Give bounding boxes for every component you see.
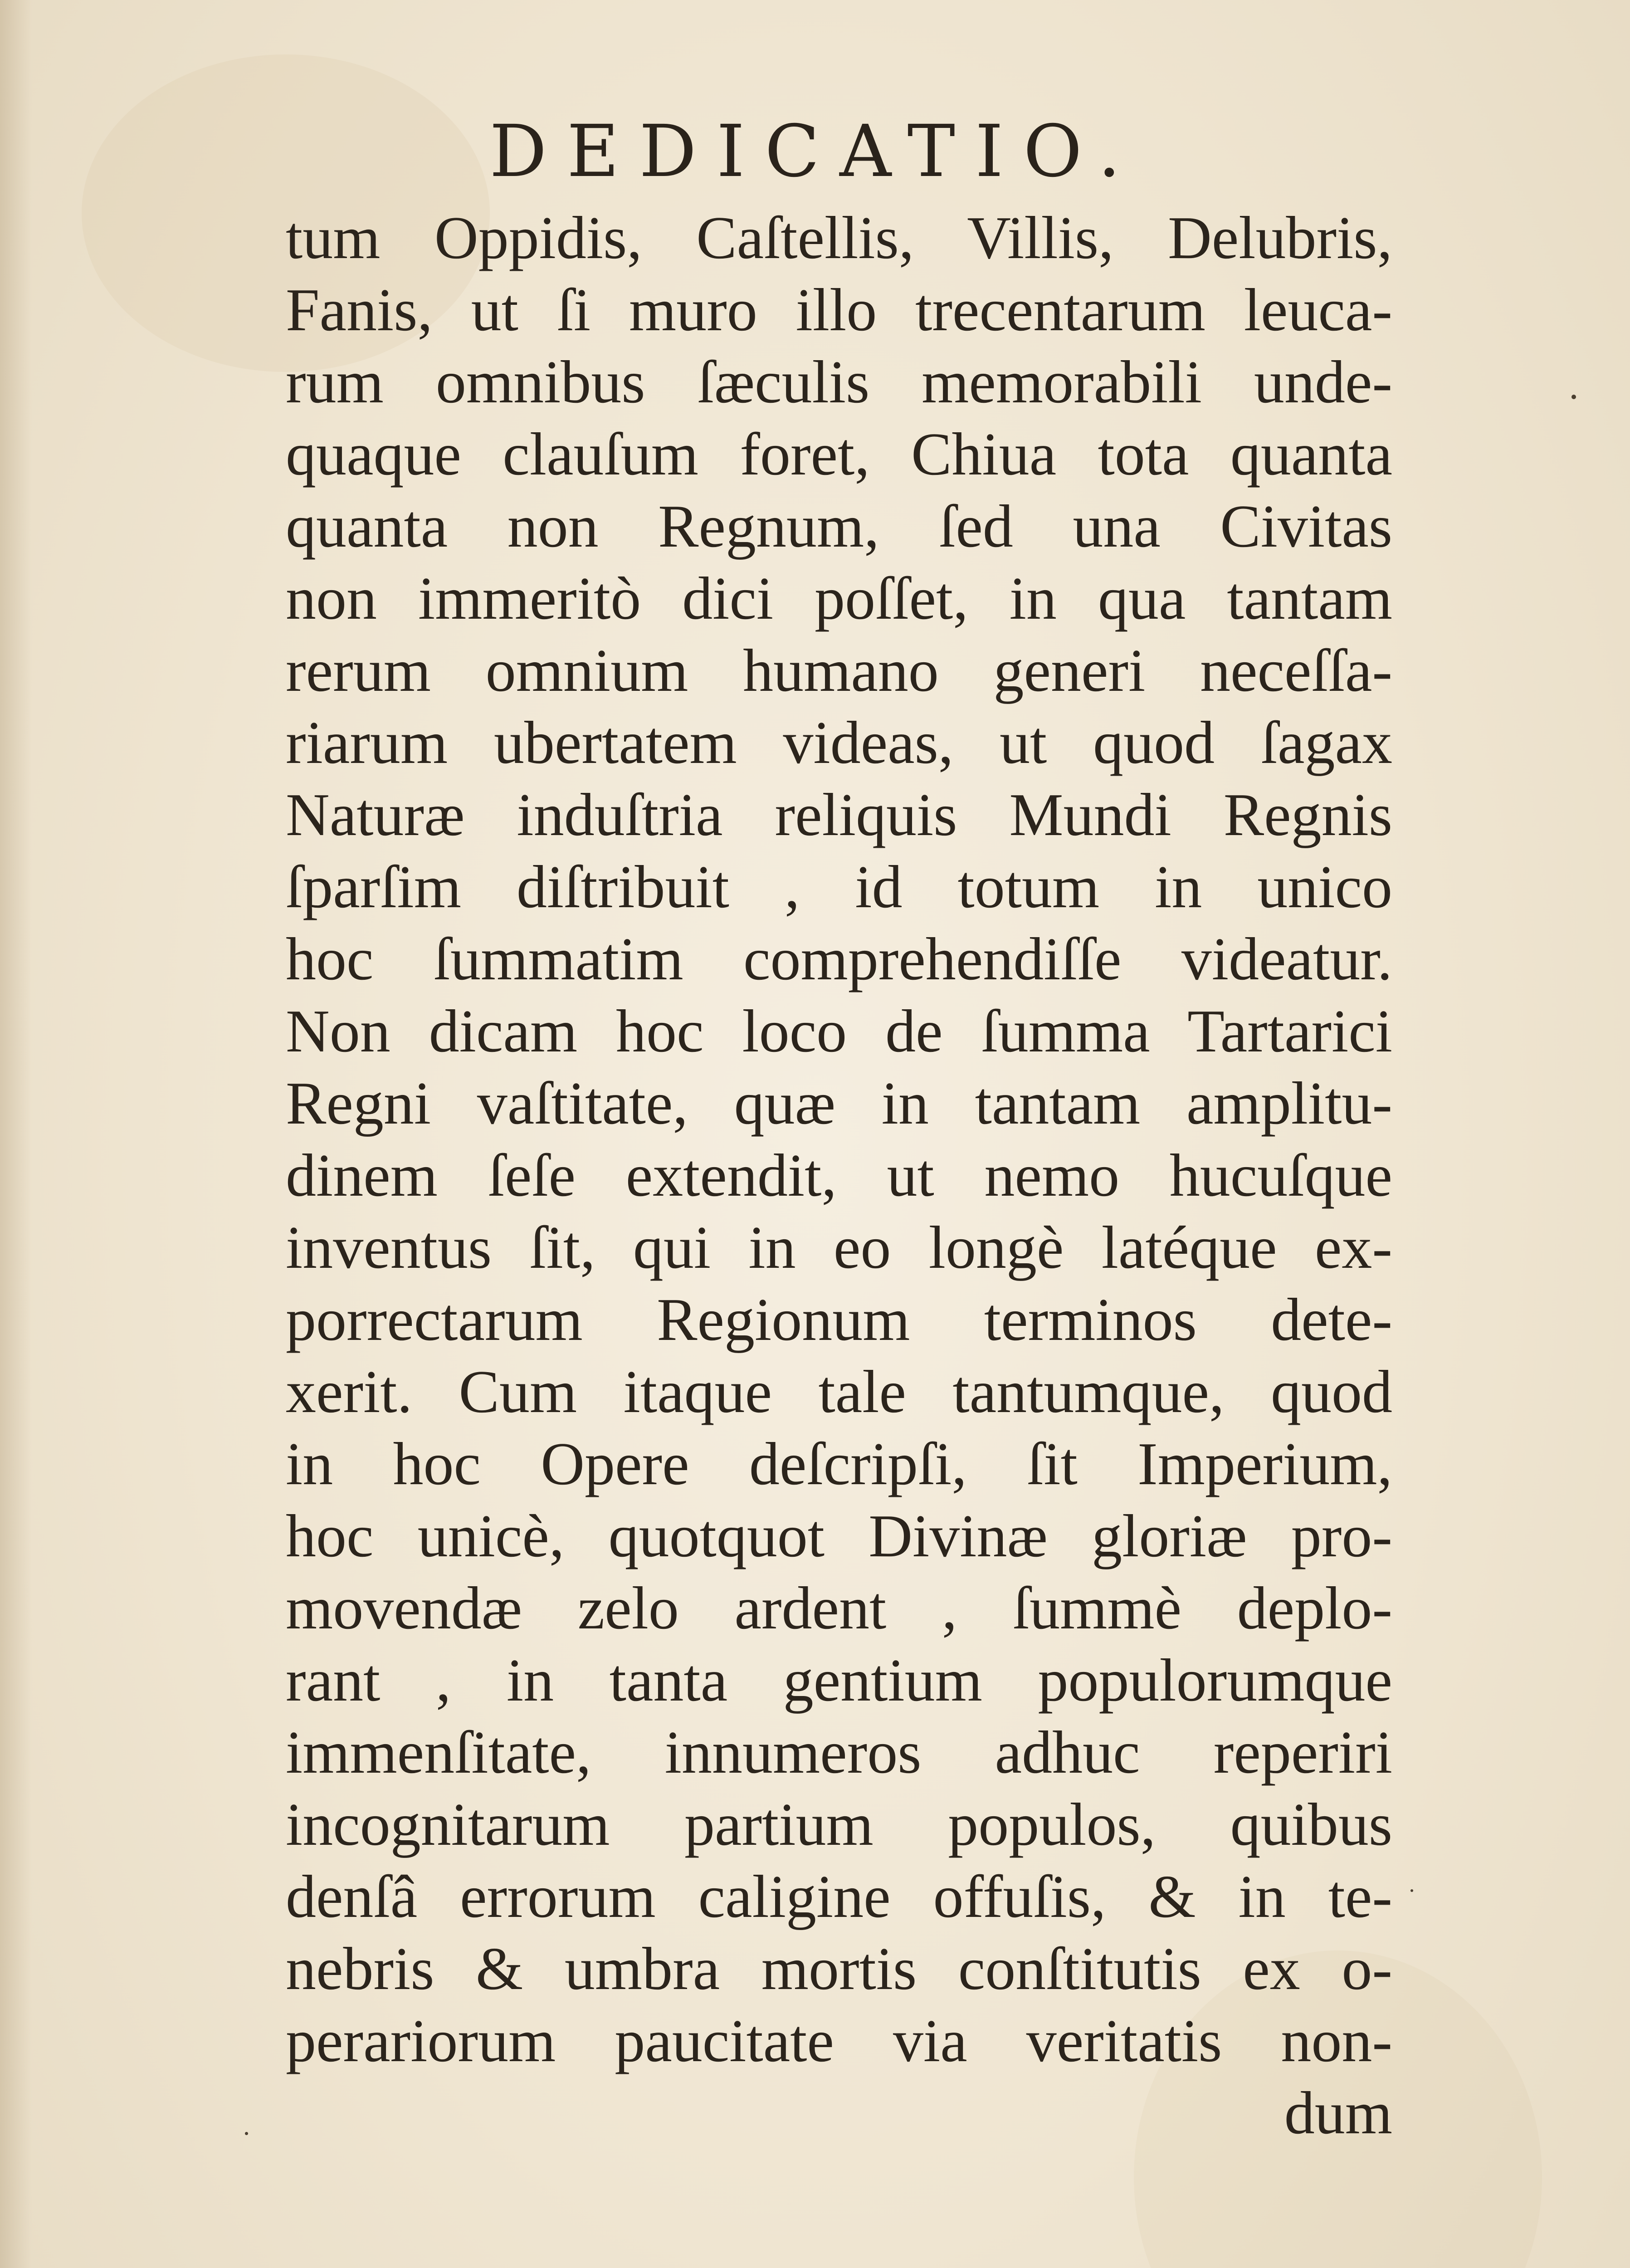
text-line: quanta non Regnum, ſed una Civitas — [286, 493, 1392, 560]
text-line: denſâ errorum caligine offuſis, & in te- — [286, 1863, 1392, 1930]
text-line: rant , in tanta gentium populorumque — [286, 1647, 1392, 1714]
text-line: Fanis, ut ſi muro illo trecentarum leuca- — [286, 276, 1392, 343]
text-line: rum omnibus ſæculis memorabili unde- — [286, 348, 1392, 415]
paper-speck — [245, 2132, 248, 2135]
catchword: dum — [1284, 2079, 1392, 2146]
text-line: immenſitate, innumeros adhuc reperiri — [286, 1719, 1392, 1786]
text-line: non immeritò dici poſſet, in qua tantam — [286, 565, 1392, 632]
text-line: Regni vaſtitate, quæ in tantam amplitu- — [286, 1070, 1392, 1137]
text-line: Naturæ induſtria reliquis Mundi Regnis — [286, 781, 1392, 848]
text-line: hoc ſummatim comprehendiſſe videatur. — [286, 925, 1392, 992]
text-line: porrectarum Regionum terminos dete- — [286, 1286, 1392, 1353]
text-line: hoc unicè, quotquot Divinæ gloriæ pro- — [286, 1502, 1392, 1569]
text-line: movendæ zelo ardent , ſummè deplo- — [286, 1574, 1392, 1642]
text-line: riarum ubertatem videas, ut quod ſagax — [286, 709, 1392, 776]
paper-speck — [1410, 1889, 1413, 1892]
text-line: dinem ſeſe extendit, ut nemo hucuſque — [286, 1142, 1392, 1209]
text-line: in hoc Opere deſcripſi, ſit Imperium, — [286, 1430, 1392, 1497]
page-gutter-shadow — [0, 0, 32, 2268]
text-line: xerit. Cum itaque tale tantumque, quod — [286, 1358, 1392, 1425]
text-line: rerum omnium humano generi neceſſa- — [286, 637, 1392, 704]
paper-speck — [1571, 395, 1576, 399]
text-line: inventus ſit, qui in eo longè latéque ex- — [286, 1214, 1392, 1281]
text-line: ſparſim diſtribuit , id totum in unico — [286, 853, 1392, 920]
text-line: perariorum paucitate via veritatis non- — [286, 2007, 1392, 2074]
running-head: DEDICATIO. — [489, 110, 1141, 193]
text-line: Non dicam hoc loco de ſumma Tartarici — [286, 997, 1392, 1065]
body-text — [286, 202, 1392, 2149]
text-line: nebris & umbra mortis conſtitutis ex o- — [286, 1935, 1392, 2002]
text-line: quaque clauſum foret, Chiua tota quanta — [286, 420, 1392, 488]
text-line: incognitarum partium populos, quibus — [286, 1791, 1392, 1858]
text-line: tum Oppidis, Caſtellis, Villis, Delubris, — [286, 204, 1392, 271]
